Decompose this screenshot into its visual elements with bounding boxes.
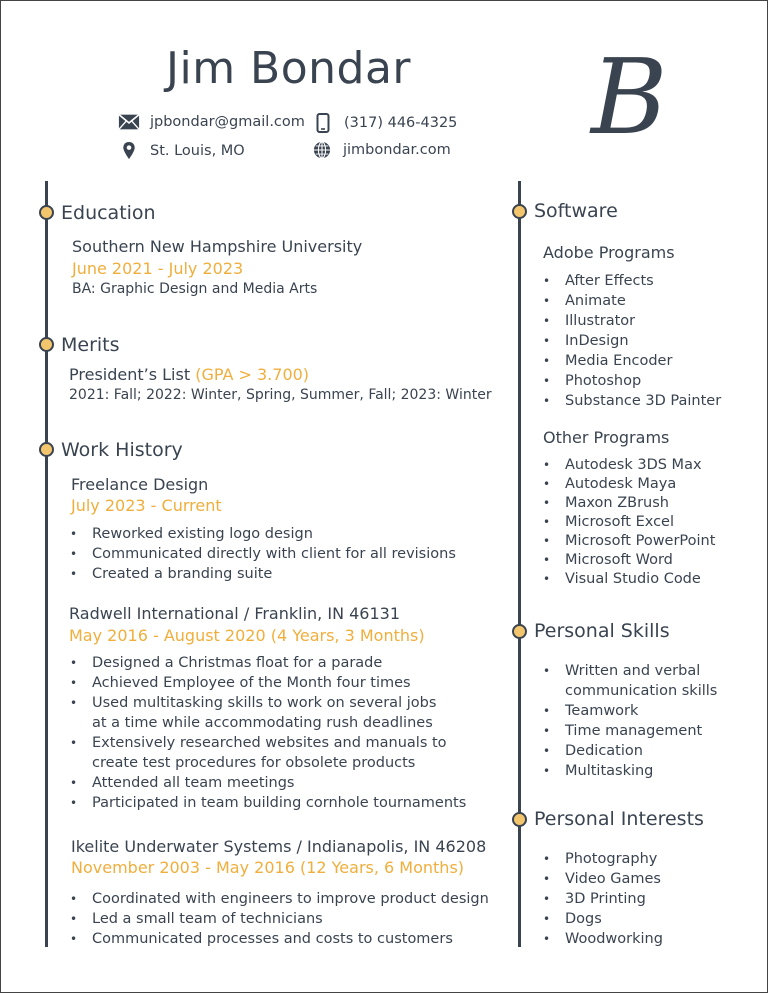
merits-gpa: (GPA > 3.700)	[195, 365, 310, 384]
list-item: • Microsoft Excel	[543, 513, 715, 532]
software-title: Software	[534, 200, 618, 222]
software-dot	[512, 204, 527, 219]
contact-phone[interactable]	[316, 113, 457, 133]
list-item: • Woodworking	[543, 929, 663, 949]
list-item: • Attended all team meetings	[70, 773, 470, 793]
right-timeline-line	[518, 181, 521, 947]
location-text: St. Louis, MO	[150, 142, 245, 159]
contact-website[interactable]	[313, 141, 451, 159]
job-dates: July 2023 - Current	[71, 496, 222, 515]
list-item: • Maxon ZBrush	[543, 494, 715, 513]
list-item: • Communicated processes and costs to customers	[70, 929, 489, 949]
list-item: • Photoshop	[543, 371, 721, 391]
job-employer: Radwell International / Franklin, IN 46131	[69, 604, 401, 623]
email-text: jpbondar@gmail.com	[150, 114, 305, 130]
list-item: • Coordinated with engineers to improve product design	[70, 889, 489, 909]
interests-title: Personal Interests	[534, 808, 704, 830]
job-dates: November 2003 - May 2016 (12 Years, 6 Months)	[71, 858, 465, 877]
list-item: • Dedication	[543, 741, 743, 761]
monogram-letter: B	[591, 41, 668, 151]
list-item: • After Effects	[543, 271, 721, 291]
list-item: • 3D Printing	[543, 889, 663, 909]
list-item: • Communicated directly with client for all revisions	[70, 544, 456, 564]
envelope-icon	[118, 113, 140, 131]
job-employer: Ikelite Underwater Systems / Indianapolis, IN 46208	[71, 837, 487, 856]
left-timeline-line	[45, 181, 48, 947]
list-item: • Time management	[543, 721, 743, 741]
phone-text: (317) 446-4325	[344, 115, 458, 131]
phone-icon	[316, 113, 330, 133]
other-programs-list	[543, 456, 715, 589]
job-employer: Freelance Design	[71, 475, 209, 494]
job-bullets	[70, 653, 470, 813]
globe-icon	[313, 141, 331, 159]
education-degree: BA: Graphic Design and Media Arts	[72, 281, 318, 297]
interests-list	[543, 849, 663, 949]
skills-dot	[512, 624, 527, 639]
list-item: • Achieved Employee of the Month four times	[70, 673, 470, 693]
adobe-programs-title: Adobe Programs	[543, 243, 675, 262]
work-dot	[39, 442, 54, 457]
education-title: Education	[61, 202, 156, 224]
education-school: Southern New Hampshire University	[72, 237, 363, 256]
list-item: • Reworked existing logo design	[70, 524, 456, 544]
list-item: • Multitasking	[543, 761, 743, 781]
list-item: • Autodesk 3DS Max	[543, 456, 715, 475]
list-item: • Participated in team building cornhole tournaments	[70, 793, 470, 813]
resume-name: Jim Bondar	[166, 43, 412, 94]
list-item: • Microsoft Word	[543, 551, 715, 570]
list-item: • Autodesk Maya	[543, 475, 715, 494]
contact-location	[122, 141, 245, 160]
list-item: • Substance 3D Painter	[543, 391, 721, 411]
job-dates: May 2016 - August 2020 (4 Years, 3 Months)	[69, 626, 425, 645]
education-dates: June 2021 - July 2023	[72, 259, 244, 278]
list-item: • Dogs	[543, 909, 663, 929]
list-item: • Illustrator	[543, 311, 721, 331]
list-item: • Visual Studio Code	[543, 570, 715, 589]
job-bullets	[70, 889, 489, 949]
skills-list	[543, 661, 743, 781]
job-bullets	[70, 524, 456, 584]
merits-terms: 2021: Fall; 2022: Winter, Spring, Summer, Fall; 2023: Winter	[69, 387, 492, 403]
list-item: • Extensively researched websites and manuals to create test procedures for obsolete products	[70, 733, 455, 773]
list-item: • Designed a Christmas float for a parade	[70, 653, 470, 673]
education-dot	[39, 205, 54, 220]
contact-email[interactable]	[118, 113, 305, 131]
list-item: • Created a branding suite	[70, 564, 456, 584]
list-item: • Media Encoder	[543, 351, 721, 371]
skills-title: Personal Skills	[534, 620, 670, 642]
merits-award: President’s List	[69, 365, 191, 384]
work-title: Work History	[61, 439, 183, 461]
location-pin-icon	[122, 141, 136, 160]
merits-dot	[39, 337, 54, 352]
list-item: • Used multitasking skills to work on several jobs at a time while accommodating rush deadlines	[70, 693, 455, 733]
website-text: jimbondar.com	[343, 142, 451, 158]
adobe-programs-list	[543, 271, 721, 411]
list-item: • Video Games	[543, 869, 663, 889]
merits-award-line	[69, 365, 309, 384]
list-item: • Animate	[543, 291, 721, 311]
monogram-logo	[583, 41, 683, 151]
interests-dot	[512, 812, 527, 827]
list-item: • Teamwork	[543, 701, 743, 721]
other-programs-title: Other Programs	[543, 428, 670, 447]
list-item: • Written and verbal communication skills	[543, 661, 733, 701]
list-item: • InDesign	[543, 331, 721, 351]
merits-title: Merits	[61, 334, 120, 356]
list-item: • Led a small team of technicians	[70, 909, 489, 929]
list-item: • Photography	[543, 849, 663, 869]
list-item: • Microsoft PowerPoint	[543, 532, 715, 551]
